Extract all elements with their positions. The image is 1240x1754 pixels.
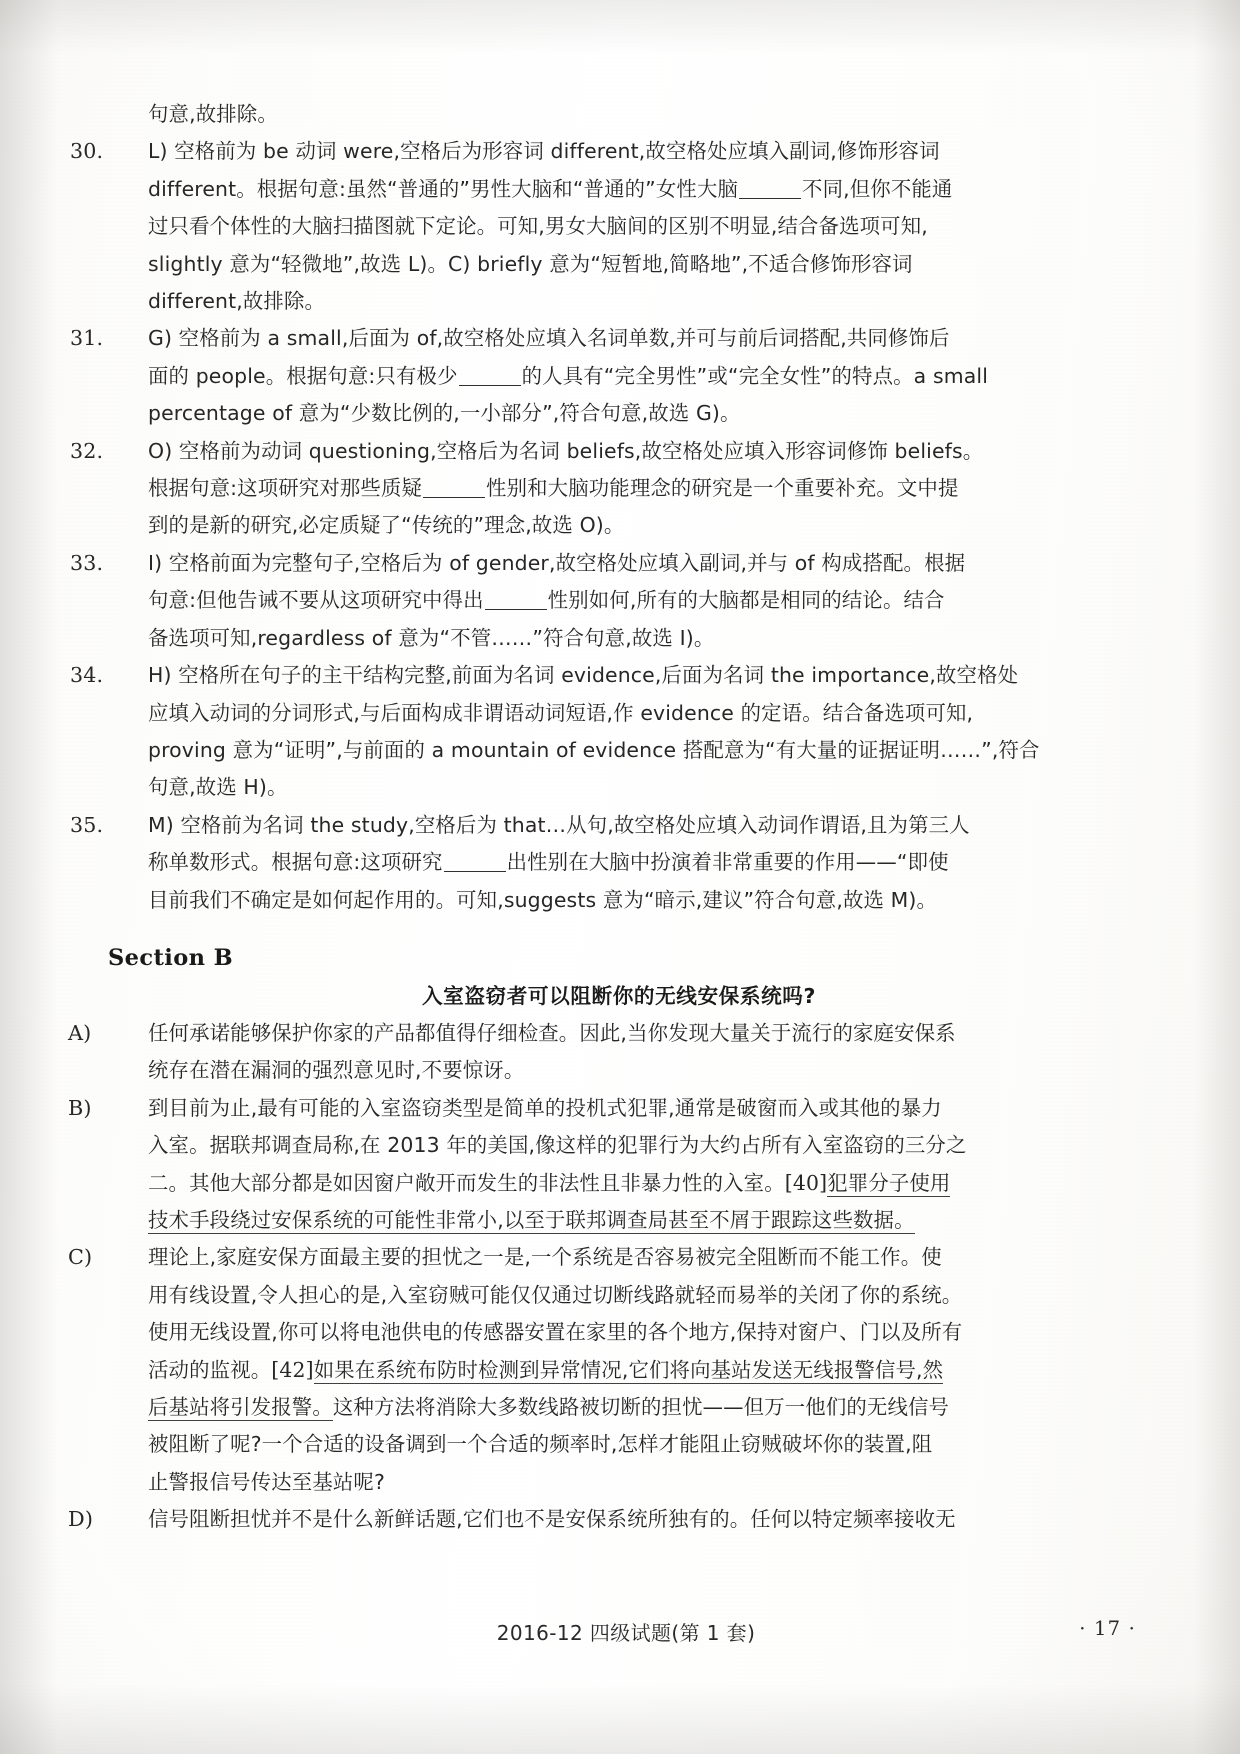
- paragraph-letter: D): [68, 1507, 94, 1532]
- cloze-blank: [485, 609, 547, 610]
- explanation-line: [108, 470, 1130, 507]
- passage-paragraph-d: [68, 1501, 1130, 1538]
- paragraph-letter: A): [68, 1020, 92, 1045]
- page-content: [68, 96, 1130, 1539]
- explanation-text: 的人具有“完全男性”或“完全女性”的特点。a small: [521, 363, 989, 388]
- explanation-line: proving 意为“证明”,与前面的 a mountain of evidence 搭配意为“有大量的证据证明……”,符合: [148, 737, 1040, 762]
- explanation-line: percentage of 意为“少数比例的,一小部分”,符合句意,故选 G)。: [148, 401, 741, 426]
- paragraph-line: [108, 1165, 1130, 1202]
- paragraph-letter: B): [68, 1095, 92, 1120]
- paragraph-line: 入室。据联邦调查局称,在 2013 年的美国,像这样的犯罪行为大约占所有入室盗窃的三分之: [148, 1133, 967, 1158]
- passage-paragraph-b: [68, 1090, 1130, 1240]
- paragraph-line: 使用无线设置,你可以将电池供电的传感器安置在家里的各个地方,保持对窗户、门以及所有: [148, 1320, 963, 1345]
- paragraph-text: 二。其他大部分都是如因窗户敞开而发生的非法性且非暴力性的入室。: [148, 1170, 785, 1195]
- explanation-text: 称单数形式。根据句意:这项研究: [148, 850, 443, 875]
- explanation-number: 34.: [70, 663, 104, 688]
- explanation-line: L) 空格前为 be 动词 were,空格后为形容词 different,故空格处应填入副词,修饰形容词: [148, 139, 940, 164]
- paragraph-line: [108, 1202, 1130, 1239]
- footer-page-number: · 17 ·: [1079, 1617, 1136, 1640]
- cloze-blank: [423, 497, 485, 498]
- paragraph-line: 用有线设置,令人担心的是,入室窃贼可能仅仅通过切断线路就轻而易举的关闭了你的系统。: [148, 1282, 963, 1307]
- explanation-line: [108, 171, 1130, 208]
- underlined-answer-span: 后基站将引发报警。: [148, 1395, 333, 1419]
- explanation-line: [108, 582, 1130, 619]
- explanation-line: slightly 意为“轻微地”,故选 L)。C) briefly 意为“短暂地,简略地”,不适合修饰形容词: [148, 251, 913, 276]
- explanation-line: I) 空格前面为完整句子,空格后为 of gender,故空格处应填入副词,并与 of 构成搭配。根据: [148, 550, 966, 575]
- paragraph-line: [108, 1389, 1130, 1426]
- page-edge-shadow-left: [0, 0, 58, 1754]
- explanation-text: 性别和大脑功能理念的研究是一个重要补充。文中提: [486, 476, 959, 501]
- explanation-text: 出性别在大脑中扮演着非常重要的作用——“即使: [506, 850, 949, 875]
- explanation-line: M) 空格前为名词 the study,空格后为 that…从句,故空格处应填入动词作谓语,且为第三人: [148, 812, 970, 837]
- paragraph-line: [108, 1352, 1130, 1389]
- paragraph-text: 这种方法将消除大多数线路被切断的担忧——但万一他们的无线信号: [332, 1395, 950, 1419]
- explanation-text: 面的 people。根据句意:只有极少: [148, 363, 458, 388]
- explanation-line: G) 空格前为 a small,后面为 of,故空格处应填入名词单数,并可与前后词搭配,共同修饰后: [148, 326, 950, 351]
- paragraph-line: 理论上,家庭安保方面最主要的担忧之一是,一个系统是否容易被完全阻断而不能工作。使: [148, 1245, 942, 1270]
- explanation-line: 备选项可知,regardless of 意为“不管……”符合句意,故选 I)。: [148, 625, 715, 650]
- cloze-blank: [459, 385, 521, 386]
- explanation-line: different,故排除。: [148, 289, 326, 314]
- explanation-line: [108, 844, 1130, 881]
- explanation-item-34: [70, 657, 1130, 807]
- paragraph-letter: C): [68, 1245, 93, 1270]
- explanation-line: 句意,故选 H)。: [148, 775, 288, 800]
- paragraph-line: 被阻断了呢?一个合适的设备调到一个合适的频率时,怎样才能阻止窃贼破坏你的装置,阻: [148, 1432, 933, 1457]
- paragraph-line: 到目前为止,最有可能的入室盗窃类型是简单的投机式犯罪,通常是破窗而入或其他的暴力: [148, 1095, 942, 1120]
- explanation-line: H) 空格所在句子的主干结构完整,前面为名词 evidence,后面为名词 the importance,故空格处: [148, 663, 1019, 688]
- continuation-line: 句意,故排除。: [148, 102, 278, 126]
- explanation-text: different。根据句意:虽然“普通的”男性大脑和“普通的”女性大脑: [148, 176, 739, 201]
- question-marker-42: [42]: [271, 1357, 314, 1382]
- paragraph-line: 信号阻断担忧并不是什么新鲜话题,它们也不是安保系统所独有的。任何以特定频率接收无: [148, 1507, 956, 1532]
- paragraph-text: 活动的监视。: [148, 1357, 272, 1382]
- explanation-number: 33.: [70, 550, 104, 575]
- page-footer: [108, 1617, 1144, 1651]
- page-edge-shadow-bottom: [0, 1684, 1240, 1754]
- explanation-line: 目前我们不确定是如何起作用的。可知,suggests 意为“暗示,建议”符合句意,故选 M)。: [148, 887, 938, 912]
- cloze-blank: [444, 871, 506, 872]
- passage-paragraph-a: [68, 1015, 1130, 1090]
- explanation-number: 35.: [70, 812, 104, 837]
- paragraph-line: 止警报信号传达至基站呢?: [148, 1469, 385, 1494]
- explanation-item-35: [70, 807, 1130, 919]
- passage-paragraph-c: [68, 1239, 1130, 1501]
- explanation-text: 不同,但你不能通: [802, 176, 953, 201]
- explanation-item-31: [70, 320, 1130, 432]
- explanation-text: 根据句意:这项研究对那些质疑: [148, 476, 423, 501]
- explanation-item-32: [70, 433, 1130, 545]
- explanation-text: 性别如何,所有的大脑都是相同的结论。结合: [547, 588, 945, 613]
- explanation-item-30: [70, 133, 1130, 320]
- footer-exam-label: 2016-12 四级试题(第 1 套): [496, 1621, 756, 1645]
- passage-title: 入室盗窃者可以阻断你的无线安保系统吗?: [421, 983, 817, 1008]
- section-b-heading: Section B: [108, 944, 234, 971]
- question-marker-40: [40]: [784, 1170, 828, 1195]
- explanation-number: 31.: [70, 326, 104, 351]
- explanation-line: 过只看个体性的大脑扫描图就下定论。可知,男女大脑间的区别不明显,结合备选项可知,: [148, 214, 928, 239]
- explanation-number: 32.: [70, 438, 104, 463]
- explanation-line: [108, 358, 1130, 395]
- underlined-answer-span: 技术手段绕过安保系统的可能性非常小,以至于联邦调查局甚至不屑于跟踪这些数据。: [148, 1207, 915, 1232]
- explanation-text: 句意:但他告诫不要从这项研究中得出: [148, 588, 484, 613]
- explanation-line: O) 空格前为动词 questioning,空格后为名词 beliefs,故空格处应填入形容词修饰 beliefs。: [148, 438, 984, 463]
- explanation-line: 应填入动词的分词形式,与后面构成非谓语动词短语,作 evidence 的定语。结合备选项可知,: [148, 700, 974, 725]
- cloze-blank: [739, 198, 801, 199]
- page-edge-shadow-right: [1194, 0, 1240, 1754]
- page-edge-shadow-top: [0, 0, 1240, 54]
- underlined-answer-span: 犯罪分子使用: [827, 1170, 951, 1195]
- paragraph-line: 任何承诺能够保护你家的产品都值得仔细检查。因此,当你发现大量关于流行的家庭安保系: [148, 1020, 956, 1045]
- underlined-answer-span: 如果在系统布防时检测到异常情况,它们将向基站发送无线报警信号,然: [313, 1357, 944, 1382]
- paragraph-line: 统存在潜在漏洞的强烈意见时,不要惊讶。: [148, 1058, 525, 1083]
- explanation-number: 30.: [70, 139, 104, 164]
- explanation-item-33: [70, 545, 1130, 657]
- explanation-line: 到的是新的研究,必定质疑了“传统的”理念,故选 O)。: [148, 513, 625, 538]
